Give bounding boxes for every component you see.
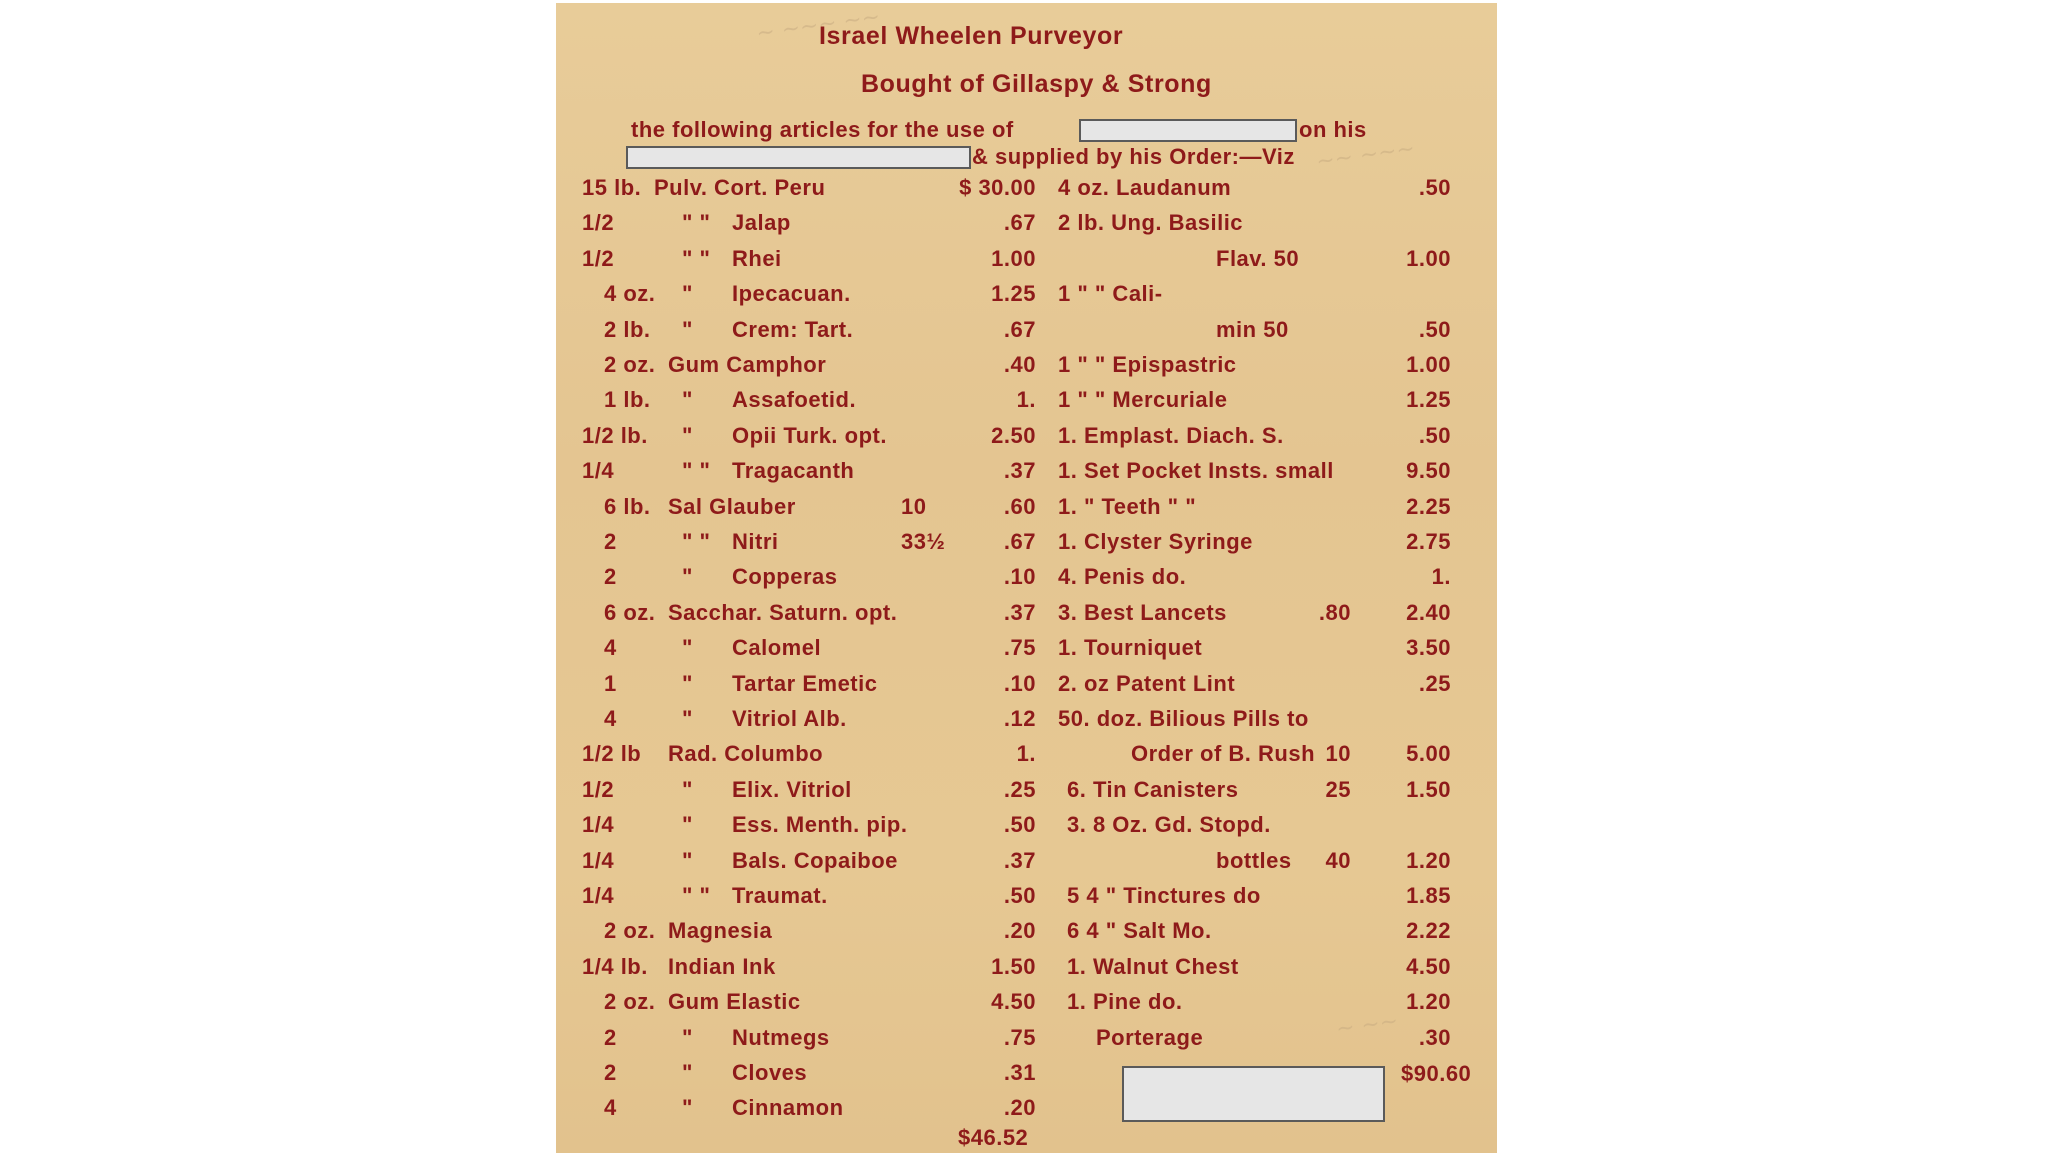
left-item-quantity: 2 xyxy=(604,529,617,554)
left-item-ditto-mark: " xyxy=(682,281,693,307)
left-item-price: .25 xyxy=(1003,776,1036,802)
right-item-price: 1.85 xyxy=(1406,883,1451,908)
left-item-name: Copperas xyxy=(732,564,838,590)
right-item-price: 1.20 xyxy=(1406,847,1451,873)
left-item-quantity: 2 oz. xyxy=(604,352,656,377)
right-item-price: .50 xyxy=(1418,422,1451,448)
left-item-name: Calomel xyxy=(732,635,822,661)
left-item-ditto-mark: " " xyxy=(682,458,711,484)
left-item-name: Vitriol Alb. xyxy=(732,706,847,731)
right-item-description: 1. Pine do. xyxy=(1067,989,1183,1015)
right-item-price: 3.50 xyxy=(1406,635,1451,661)
left-item-quantity: 4 xyxy=(604,635,617,661)
left-item-ditto-mark: " xyxy=(682,564,693,590)
left-item-name: Magnesia xyxy=(668,918,773,944)
left-item-name: Traumat. xyxy=(732,883,828,908)
right-item-price: 1.25 xyxy=(1406,387,1451,413)
left-item-price: 4.50 xyxy=(991,989,1036,1015)
left-item-quantity: 1/4 xyxy=(582,847,615,873)
background-handwriting: ~~ ~~~ xyxy=(1314,136,1417,175)
left-item-ditto-mark: " xyxy=(682,812,693,838)
invoice-subtitle: Bought of Gillaspy & Strong xyxy=(861,70,1212,98)
left-item-quantity: 2 lb. xyxy=(604,316,651,342)
right-item-price: 1.50 xyxy=(1406,776,1451,802)
background-handwriting: ~ ~~~ ~~ xyxy=(754,4,882,47)
right-item-rate: 25 xyxy=(1325,776,1351,802)
left-item-price: 1.25 xyxy=(991,281,1036,307)
left-item-price: .75 xyxy=(1003,635,1036,661)
right-item-description: 3. Best Lancets xyxy=(1058,599,1227,625)
left-item-ditto-mark: " " xyxy=(682,529,711,554)
left-item-ditto-mark: " xyxy=(682,1024,693,1050)
left-item-name: Opii Turk. opt. xyxy=(732,422,887,448)
right-item-price: 4.50 xyxy=(1406,953,1451,979)
left-item-price: .67 xyxy=(1003,529,1036,554)
right-item-description: Order of B. Rush xyxy=(1131,741,1316,767)
right-item-price: 2.40 xyxy=(1406,599,1451,625)
intro-line-1: the following articles for the use of xyxy=(631,117,1014,142)
left-item-price: .37 xyxy=(1003,599,1036,625)
right-item-description: Porterage xyxy=(1096,1024,1204,1050)
left-item-quantity: 1/2 xyxy=(582,245,615,271)
left-item-price: .67 xyxy=(1003,316,1036,342)
right-item-price: .30 xyxy=(1418,1024,1451,1050)
left-item-name: Ess. Menth. pip. xyxy=(732,812,908,838)
left-item-price: .10 xyxy=(1003,670,1036,696)
left-item-ditto-mark: " xyxy=(682,706,693,731)
left-item-quantity: 1 xyxy=(604,670,617,696)
right-item-description: 1. " Teeth " " xyxy=(1058,493,1197,519)
left-item-price: $ 30.00 xyxy=(959,175,1036,200)
left-item-price: .50 xyxy=(1003,883,1036,908)
left-column-total: $46.52 xyxy=(958,1125,1029,1150)
intro-line-2-end: & supplied by his Order:—Viz xyxy=(972,144,1295,169)
left-item-price: .40 xyxy=(1003,352,1036,377)
left-item-quantity: 2 xyxy=(604,1024,617,1050)
right-item-description: min 50 xyxy=(1216,316,1289,342)
right-item-price: .50 xyxy=(1418,316,1451,342)
right-item-description: Flav. 50 xyxy=(1216,245,1300,271)
left-item-name: Tartar Emetic xyxy=(732,670,878,696)
left-item-name: Ipecacuan. xyxy=(732,281,851,307)
left-item-quantity: 1/4 lb. xyxy=(582,953,648,979)
right-item-price: 2.22 xyxy=(1406,918,1451,944)
left-item-price: .60 xyxy=(1003,493,1036,519)
left-item-name: Tragacanth xyxy=(732,458,855,484)
left-item-quantity: 1/4 xyxy=(582,883,615,908)
left-item-name: Rad. Columbo xyxy=(668,741,824,767)
right-column-total: $90.60 xyxy=(1401,1061,1472,1086)
left-item-name: Pulv. Cort. Peru xyxy=(654,175,826,200)
right-item-rate: 40 xyxy=(1325,847,1351,873)
invoice-paper xyxy=(556,3,1497,1153)
background-handwriting: ~ ~~ xyxy=(1334,1008,1400,1043)
right-item-description: 1. Walnut Chest xyxy=(1067,953,1239,979)
left-item-rate: 10 xyxy=(901,493,927,519)
left-item-ditto-mark: " xyxy=(682,422,693,448)
left-item-quantity: 1/2 xyxy=(582,210,615,236)
right-item-price: .25 xyxy=(1418,670,1451,696)
left-item-price: .37 xyxy=(1003,847,1036,873)
left-item-quantity: 1/4 xyxy=(582,458,615,484)
redaction-box xyxy=(1122,1066,1385,1122)
left-item-name: Cloves xyxy=(732,1060,808,1085)
left-item-price: .12 xyxy=(1003,706,1036,731)
left-item-quantity: 2 xyxy=(604,1060,617,1085)
left-item-price: .50 xyxy=(1003,812,1036,838)
right-item-description: 1 " " Cali- xyxy=(1058,281,1163,307)
right-item-price: .50 xyxy=(1418,175,1451,200)
right-item-price: 1. xyxy=(1431,564,1451,590)
left-item-ditto-mark: " " xyxy=(682,210,711,236)
left-item-name: Crem: Tart. xyxy=(732,316,854,342)
left-item-price: 1.00 xyxy=(991,245,1036,271)
left-item-price: 1.50 xyxy=(991,953,1036,979)
left-item-quantity: 2 oz. xyxy=(604,918,656,944)
intro-line-1-end: on his xyxy=(1299,117,1367,142)
left-item-name: Rhei xyxy=(732,245,782,271)
right-item-description: 1. Tourniquet xyxy=(1058,635,1203,661)
left-item-name: Assafoetid. xyxy=(732,387,857,413)
right-item-price: 1.00 xyxy=(1406,352,1451,377)
right-item-description: 50. doz. Bilious Pills to xyxy=(1058,706,1309,731)
left-item-name: Sacchar. Saturn. opt. xyxy=(668,599,898,625)
left-item-rate: 33½ xyxy=(901,529,946,554)
left-item-quantity: 2 oz. xyxy=(604,989,656,1015)
left-item-quantity: 1/2 lb. xyxy=(582,422,648,448)
right-item-price: 2.75 xyxy=(1406,529,1451,554)
left-item-price: .75 xyxy=(1003,1024,1036,1050)
left-item-ditto-mark: " xyxy=(682,776,693,802)
right-item-description: 2. oz Patent Lint xyxy=(1058,670,1236,696)
left-item-quantity: 1/2 xyxy=(582,776,615,802)
right-item-description: 6 4 " Salt Mo. xyxy=(1067,918,1212,944)
left-item-quantity: 15 lb. xyxy=(582,175,642,200)
right-item-price: 9.50 xyxy=(1406,458,1451,484)
left-item-quantity: 6 oz. xyxy=(604,599,656,625)
left-item-name: Bals. Copaiboe xyxy=(732,847,898,873)
left-item-name: Gum Camphor xyxy=(668,352,827,377)
right-item-rate: .80 xyxy=(1318,599,1351,625)
left-item-price: .20 xyxy=(1003,1095,1036,1121)
left-item-price: .10 xyxy=(1003,564,1036,590)
left-item-ditto-mark: " xyxy=(682,635,693,661)
redaction-box xyxy=(1079,119,1297,142)
left-item-price: 2.50 xyxy=(991,422,1036,448)
left-item-name: Sal Glauber xyxy=(668,493,796,519)
left-item-quantity: 1 lb. xyxy=(604,387,651,413)
left-item-name: Elix. Vitriol xyxy=(732,776,852,802)
left-item-price: .67 xyxy=(1003,210,1036,236)
right-item-description: 1. Clyster Syringe xyxy=(1058,529,1253,554)
left-item-name: Nutmegs xyxy=(732,1024,830,1050)
left-item-ditto-mark: " xyxy=(682,316,693,342)
left-item-quantity: 4 oz. xyxy=(604,281,656,307)
left-item-name: Gum Elastic xyxy=(668,989,801,1015)
right-item-description: 6. Tin Canisters xyxy=(1067,776,1239,802)
left-item-name: Nitri xyxy=(732,529,779,554)
left-item-ditto-mark: " xyxy=(682,670,693,696)
left-item-name: Indian Ink xyxy=(668,953,776,979)
right-item-description: 4. Penis do. xyxy=(1058,564,1187,590)
right-item-description: bottles xyxy=(1216,847,1292,873)
right-item-description: 5 4 " Tinctures do xyxy=(1067,883,1261,908)
left-item-quantity: 1/2 lb xyxy=(582,741,642,767)
left-item-name: Cinnamon xyxy=(732,1095,844,1121)
left-item-price: 1. xyxy=(1016,741,1036,767)
right-item-description: 4 oz. Laudanum xyxy=(1058,175,1232,200)
left-item-ditto-mark: " xyxy=(682,1060,693,1085)
left-item-quantity: 2 xyxy=(604,564,617,590)
left-item-ditto-mark: " xyxy=(682,1095,693,1121)
left-item-price: 1. xyxy=(1016,387,1036,413)
right-item-description: 1 " " Epispastric xyxy=(1058,352,1237,377)
left-item-price: .31 xyxy=(1003,1060,1036,1085)
right-item-price: 5.00 xyxy=(1406,741,1451,767)
left-item-ditto-mark: " " xyxy=(682,245,711,271)
left-item-price: .20 xyxy=(1003,918,1036,944)
right-item-description: 1 " " Mercuriale xyxy=(1058,387,1228,413)
left-item-quantity: 1/4 xyxy=(582,812,615,838)
left-item-quantity: 4 xyxy=(604,1095,617,1121)
right-item-description: 1. Set Pocket Insts. small xyxy=(1058,458,1334,484)
left-item-name: Jalap xyxy=(732,210,791,236)
left-item-quantity: 4 xyxy=(604,706,617,731)
right-item-rate: 10 xyxy=(1325,741,1351,767)
right-item-price: 2.25 xyxy=(1406,493,1451,519)
left-item-ditto-mark: " " xyxy=(682,883,711,908)
right-item-description: 3. 8 Oz. Gd. Stopd. xyxy=(1067,812,1271,838)
left-item-ditto-mark: " xyxy=(682,387,693,413)
left-item-price: .37 xyxy=(1003,458,1036,484)
right-item-price: 1.20 xyxy=(1406,989,1451,1015)
right-item-description: 2 lb. Ung. Basilic xyxy=(1058,210,1244,236)
left-item-quantity: 6 lb. xyxy=(604,493,651,519)
left-item-ditto-mark: " xyxy=(682,847,693,873)
invoice-title: Israel Wheelen Purveyor xyxy=(819,22,1124,50)
right-item-description: 1. Emplast. Diach. S. xyxy=(1058,422,1284,448)
redaction-box xyxy=(626,146,971,169)
right-item-price: 1.00 xyxy=(1406,245,1451,271)
